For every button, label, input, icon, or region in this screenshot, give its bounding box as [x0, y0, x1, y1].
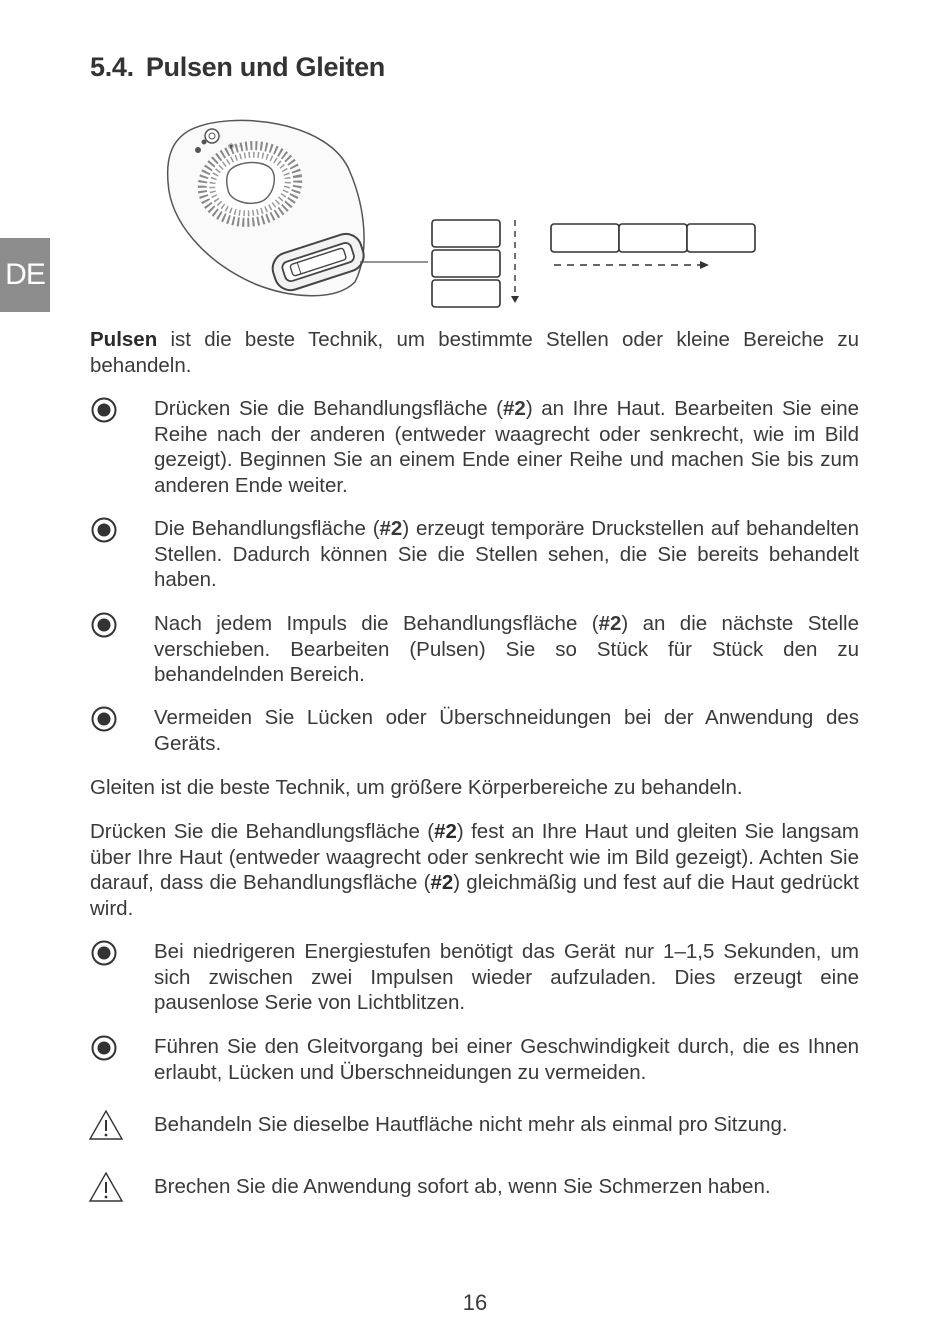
svg-text:◉ ···: ◉ ··· — [228, 143, 244, 150]
language-tab-label: DE — [5, 258, 45, 291]
target-bullet-icon — [90, 939, 118, 967]
list-item-text-part: ) an die nächste Stelle verschieben. Bearbeiten (Pulsen) Sie so Stück für Stück den zu behandelnden Bereich. — [154, 612, 859, 687]
target-bullet-icon — [90, 611, 118, 639]
down-arrow-icon — [511, 220, 519, 303]
part-reference: #2 — [379, 517, 403, 540]
part-reference: #2 — [503, 397, 526, 420]
list-item-text — [154, 396, 859, 499]
language-tab — [0, 238, 50, 312]
list-item-text-part: ) an Ihre Haut. Bearbeiten Sie eine Reihe nach der anderen (entweder waagrecht oder senkrecht, wie im Bild gezeigt). Beginnen Sie an einem Ende einer Reihe und machen Sie bis zum anderen Ende weiter. — [154, 397, 859, 498]
list-item-text-part: Drücken Sie die Behandlungsfläche ( — [154, 397, 503, 420]
warning-text: Behandeln Sie dieselbe Hautfläche nicht mehr als einmal pro Sitzung. — [154, 1113, 788, 1136]
list-item-text — [154, 516, 859, 593]
part-reference: #2 — [598, 612, 622, 635]
glide-text-part: ) gleichmäßig und fest auf die Haut gedrückt wird. — [90, 871, 859, 921]
pulse-intro-text: ist die beste Technik, um bestimmte Stellen oder kleine Bereiche zu behandeln. — [90, 328, 859, 377]
glide-text-part: ) fest an Ihre Haut und gleiten Sie langsam über Ihre Haut (entweder waagrecht oder senkrecht wie im Bild gezeigt). Achten Sie darauf, dass die Behandlungsfläche ( — [90, 820, 859, 895]
warning-text: Brechen Sie die Anwendung sofort ab, wenn Sie Schmerzen haben. — [154, 1175, 771, 1198]
section-title — [90, 52, 385, 83]
list-item-text-part: ) erzeugt temporäre Druckstellen auf behandelten Stellen. Dadurch können Sie die Stellen sehen, die Sie bereits behandelt haben. — [154, 517, 859, 592]
list-item-text: Bei niedrigeren Energiestufen benötigt das Gerät nur 1–1,5 Sekunden, um sich zwischen zwei Impulsen wieder aufzuladen. Dies erzeugt eine pausenlose Serie von Lichtblitzen. — [154, 940, 859, 1015]
target-bullet-icon — [90, 516, 118, 544]
page-number: 16 — [462, 1290, 488, 1315]
list-item-text — [154, 705, 859, 756]
glide-text-part: Drücken Sie die Behandlungsfläche ( — [90, 820, 435, 843]
horizontal-pulse-pattern — [551, 224, 755, 252]
list-item-text — [154, 611, 859, 688]
pulse-term: Pulsen — [90, 328, 158, 351]
list-item-text-part: Die Behandlungsfläche ( — [154, 517, 380, 540]
glide-intro-paragraph: Gleiten ist die beste Technik, um größere Körperbereiche zu behandeln. — [90, 776, 743, 799]
warning-triangle-icon — [88, 1171, 124, 1203]
target-bullet-icon — [90, 396, 118, 424]
epilator-device-drawing — [168, 120, 368, 295]
list-item-text-part: Vermeiden Sie Lücken oder Überschneidungen bei der Anwendung des Geräts. — [154, 706, 859, 755]
vertical-pulse-pattern — [432, 220, 500, 307]
section-title-text: Pulsen und Gleiten — [145, 52, 385, 82]
pulse-intro-paragraph — [90, 327, 859, 378]
glide-paragraph — [90, 819, 859, 922]
warning-triangle-icon — [88, 1109, 124, 1141]
part-reference: #2 — [430, 871, 454, 895]
list-item-text-part: Nach jedem Impuls die Behandlungsfläche ( — [154, 612, 599, 635]
target-bullet-icon — [90, 705, 118, 733]
target-bullet-icon — [90, 1034, 118, 1062]
list-item-text: Führen Sie den Gleitvorgang bei einer Geschwindigkeit durch, die es Ihnen erlaubt, Lücken und Überschneidungen zu vermeiden. — [154, 1035, 859, 1084]
section-number: 5.4. — [90, 52, 134, 82]
part-reference: #2 — [434, 820, 457, 843]
right-arrow-icon — [554, 261, 709, 269]
device-illustration — [160, 112, 780, 312]
